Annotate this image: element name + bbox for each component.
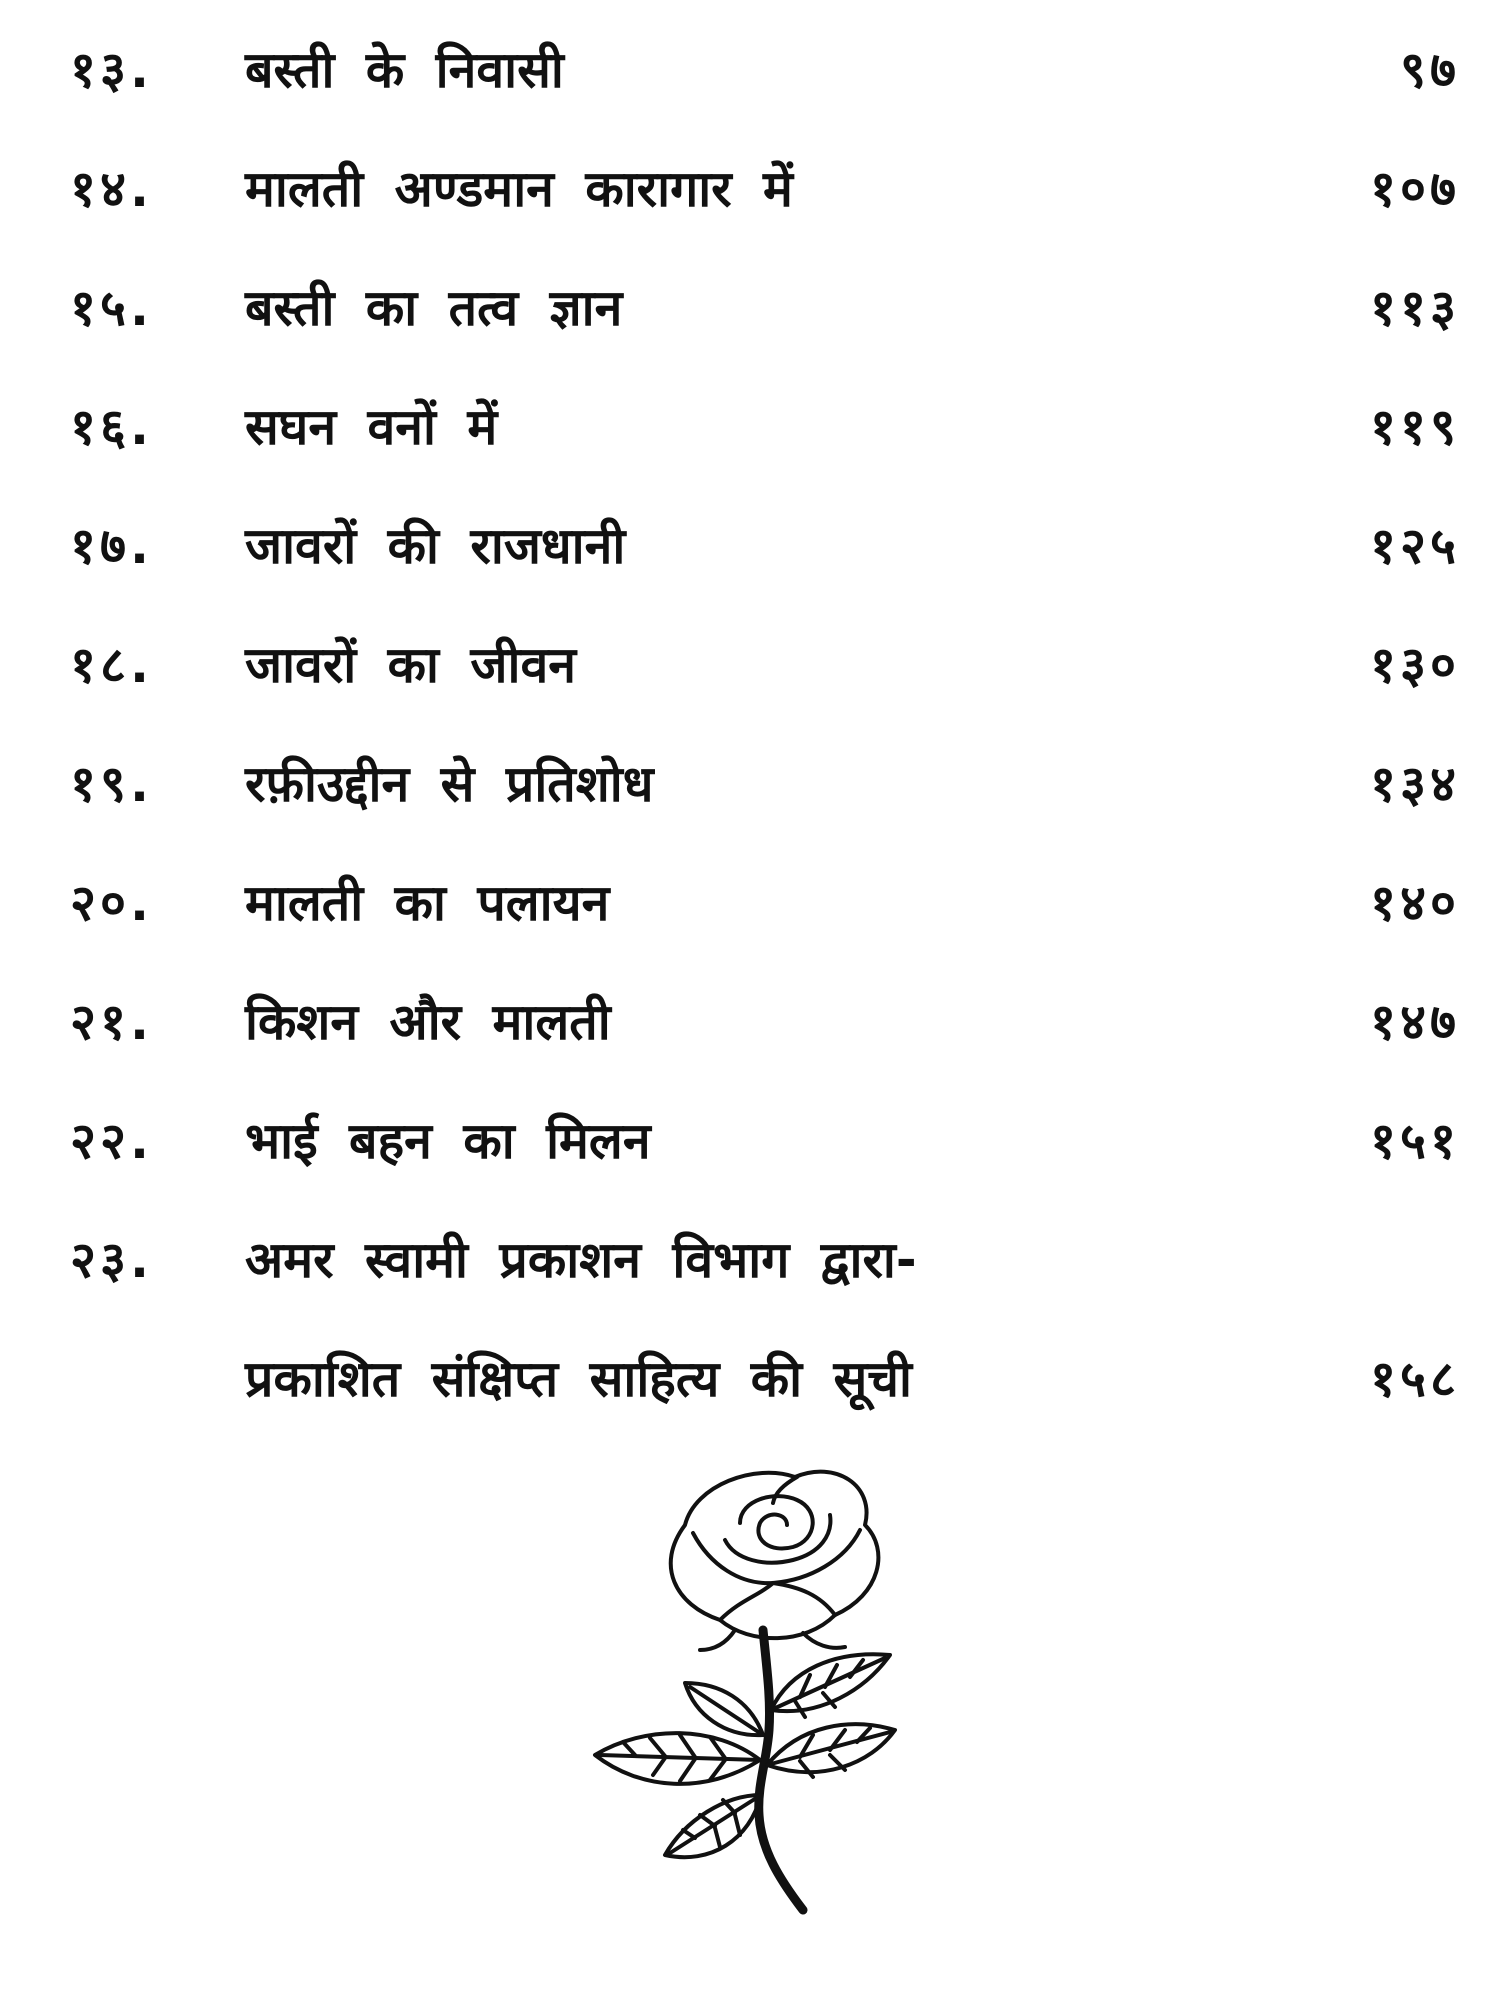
page-number: १४० (1370, 874, 1460, 932)
page-number: १४७ (1370, 993, 1460, 1051)
toc-row (0, 853, 1500, 972)
chapter-number: १३. (70, 41, 153, 99)
toc-row (0, 377, 1500, 496)
chapter-title: किशन और मालती (245, 993, 611, 1051)
table-of-contents (0, 20, 1500, 1448)
chapter-number: २३. (70, 1231, 153, 1289)
toc-row (0, 1091, 1500, 1210)
page-number: ११९ (1370, 398, 1460, 456)
chapter-number: १६. (70, 398, 153, 456)
page-number: १३४ (1370, 755, 1460, 813)
chapter-number: १५. (70, 279, 153, 337)
toc-row (0, 1329, 1500, 1448)
chapter-number: १७. (70, 517, 153, 575)
chapter-title: बस्ती के निवासी (245, 41, 564, 99)
page-number: १५८ (1370, 1350, 1460, 1408)
chapter-number: १९. (70, 755, 153, 813)
chapter-title: मालती अण्डमान कारागार में (245, 160, 793, 218)
chapter-number: २१. (70, 993, 153, 1051)
page-number: ११३ (1370, 279, 1460, 337)
chapter-number: १४. (70, 160, 153, 218)
rose-icon (535, 1455, 1005, 1925)
chapter-title: प्रकाशित संक्षिप्त साहित्य की सूची (245, 1350, 912, 1408)
page-number: १२५ (1370, 517, 1460, 575)
toc-row (0, 258, 1500, 377)
toc-row (0, 972, 1500, 1091)
page-number: १०७ (1370, 160, 1460, 218)
page-number: ९७ (1400, 41, 1460, 99)
toc-row (0, 615, 1500, 734)
chapter-number: २२. (70, 1112, 153, 1170)
chapter-title: जावरों की राजधानी (245, 517, 626, 575)
toc-row (0, 1210, 1500, 1329)
chapter-title: जावरों का जीवन (245, 636, 577, 694)
toc-row (0, 20, 1500, 139)
chapter-title: भाई बहन का मिलन (245, 1112, 651, 1170)
toc-row (0, 496, 1500, 615)
chapter-title: मालती का पलायन (245, 874, 610, 932)
toc-row (0, 139, 1500, 258)
chapter-number: १८. (70, 636, 153, 694)
chapter-title: अमर स्वामी प्रकाशन विभाग द्वारा- (245, 1231, 917, 1289)
page-number: १३० (1370, 636, 1460, 694)
toc-row (0, 734, 1500, 853)
chapter-title: सघन वनों में (245, 398, 498, 456)
chapter-title: बस्ती का तत्व ज्ञान (245, 279, 623, 337)
chapter-number: २०. (70, 874, 153, 932)
chapter-title: रफ़ीउद्दीन से प्रतिशोध (245, 755, 654, 813)
page-number: १५१ (1370, 1112, 1460, 1170)
